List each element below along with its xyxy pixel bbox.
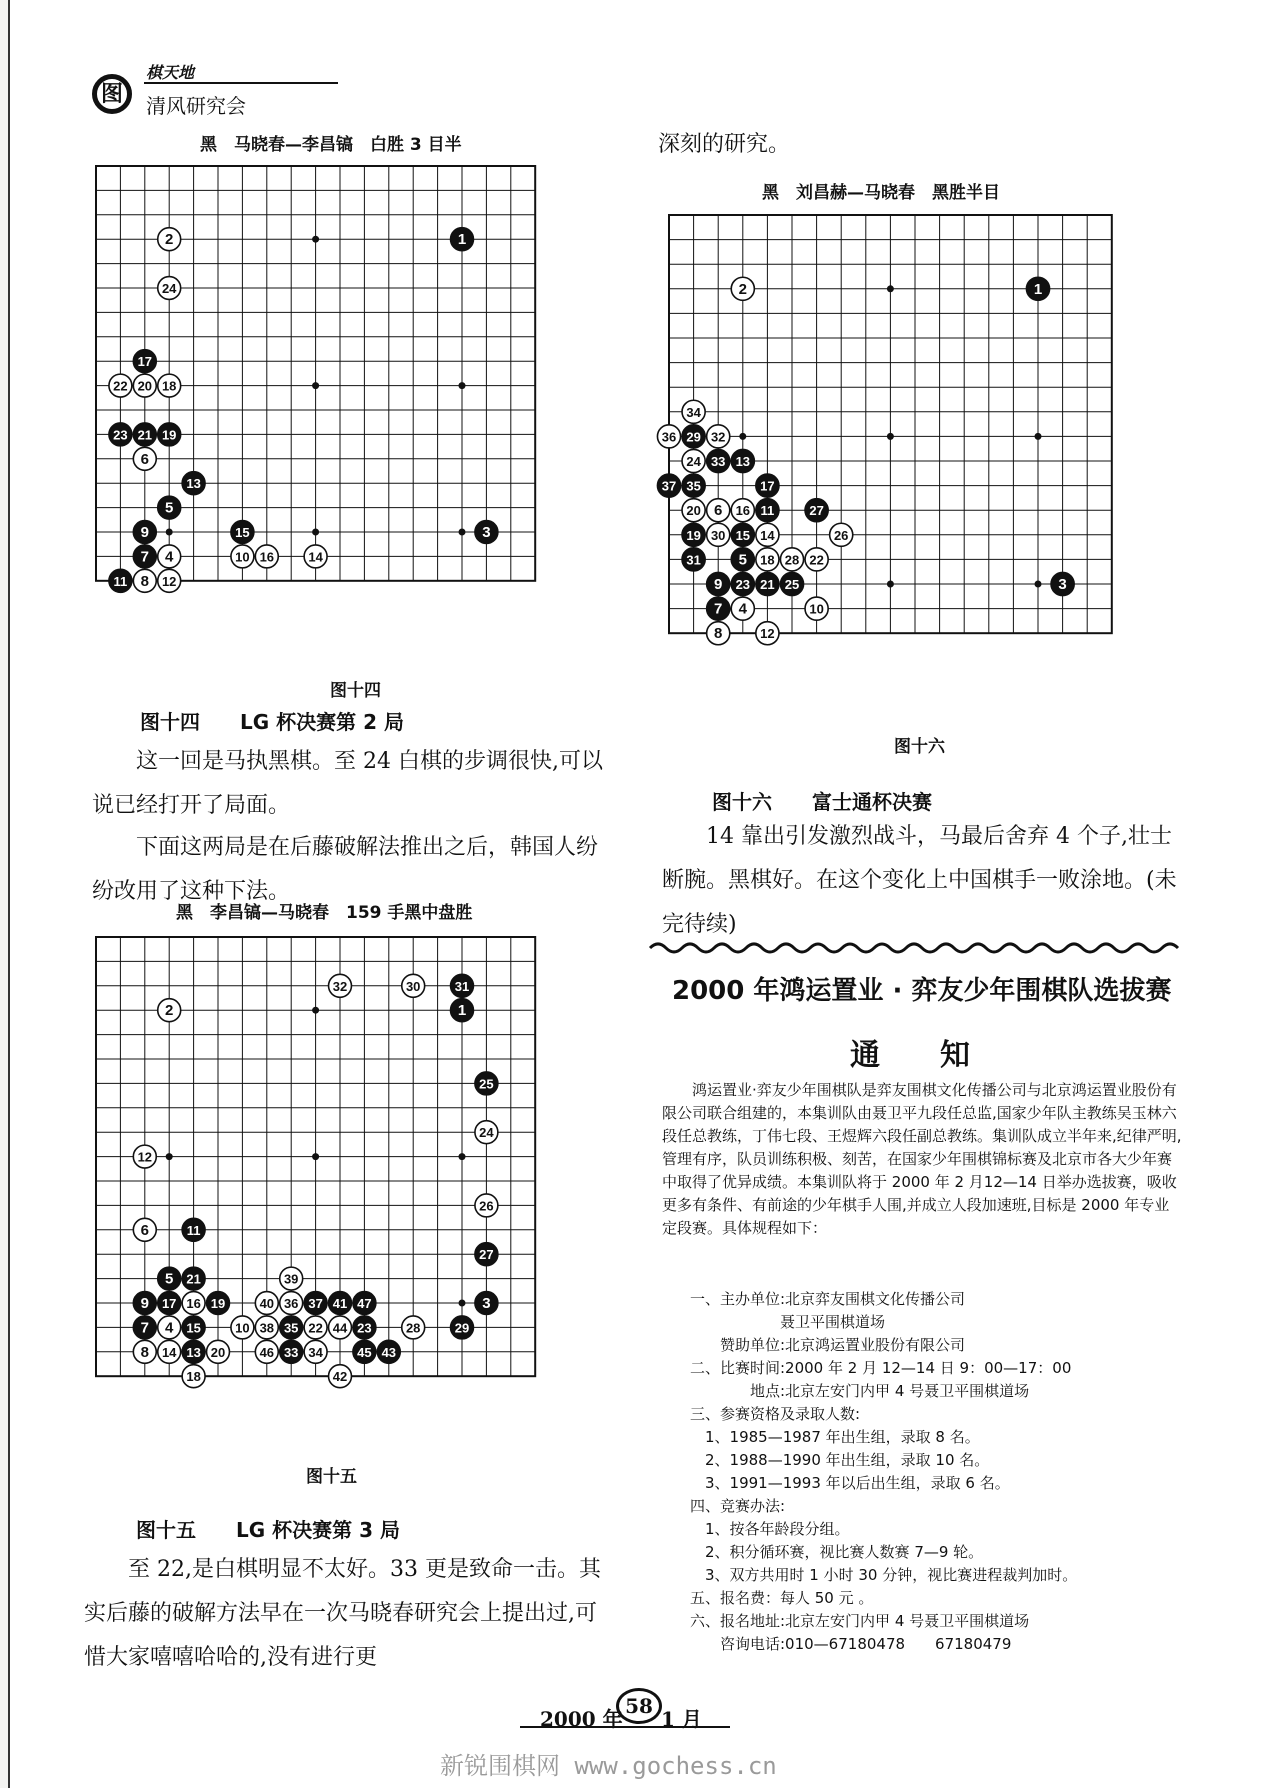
- black-stone: [158, 423, 181, 446]
- move-number: 2: [165, 1002, 174, 1020]
- white-stone: [475, 1194, 498, 1217]
- white-stone: [402, 1316, 425, 1339]
- star-point: [459, 1153, 466, 1160]
- move-number: 23: [357, 1320, 372, 1336]
- move-number: 7: [714, 600, 723, 618]
- black-stone: [133, 545, 156, 568]
- issue-month: 1 月: [661, 1707, 702, 1731]
- black-stone: [133, 423, 156, 446]
- white-stone: [756, 523, 779, 546]
- move-number: 10: [235, 549, 250, 565]
- star-point: [312, 382, 319, 389]
- move-number: 21: [186, 1271, 201, 1287]
- board-grid: [95, 936, 536, 1385]
- star-point: [312, 529, 319, 536]
- star-point: [887, 581, 894, 588]
- white-stone: [255, 545, 278, 568]
- white-stone: [182, 1292, 205, 1315]
- move-number: 33: [283, 1344, 299, 1360]
- move-number: 8: [140, 572, 149, 590]
- white-stone: [109, 374, 132, 397]
- white-stone: [805, 597, 828, 620]
- notice-line: 三、参赛资格及录取人数:: [690, 1405, 861, 1423]
- black-stone: [109, 569, 132, 592]
- star-point: [887, 433, 894, 440]
- white-stone: [731, 499, 754, 522]
- white-stone: [158, 374, 181, 397]
- black-stone: [682, 523, 705, 546]
- move-number: 3: [482, 524, 491, 541]
- black-stone: [158, 496, 181, 519]
- move-number: 11: [113, 573, 128, 589]
- white-stone: [707, 622, 730, 645]
- black-stone: [756, 474, 779, 497]
- move-number: 11: [760, 503, 775, 519]
- white-stone: [756, 548, 779, 571]
- game14-paragraph-2: 下面这两局是在后藤破解法推出之后，韩国人纷纷改用了这种下法。: [92, 835, 599, 904]
- move-number: 4: [738, 600, 747, 618]
- white-stone: [805, 548, 828, 571]
- black-stone: [475, 1292, 498, 1315]
- move-number: 29: [686, 429, 701, 445]
- notice-line: 聂卫平围棋道场: [690, 1313, 886, 1331]
- black-stone: [707, 449, 730, 472]
- site-watermark: 新锐围棋网 www.gochess.cn: [440, 1752, 777, 1780]
- move-number: 19: [210, 1296, 226, 1311]
- black-stone: [1051, 572, 1074, 595]
- black-stone: [182, 1218, 205, 1241]
- move-number: 23: [113, 427, 128, 443]
- move-number: 25: [784, 577, 800, 592]
- white-stone: [780, 548, 803, 571]
- white-stone: [255, 1292, 278, 1315]
- white-stone: [133, 1145, 156, 1168]
- white-stone: [830, 523, 853, 546]
- white-stone: [707, 499, 730, 522]
- move-number: 14: [760, 527, 775, 543]
- move-number: 12: [161, 573, 177, 589]
- move-number: 36: [661, 429, 677, 445]
- move-number: 4: [165, 1319, 174, 1337]
- black-stone: [475, 521, 498, 544]
- move-number: 36: [283, 1296, 299, 1311]
- move-number: 24: [161, 281, 177, 296]
- star-point: [739, 433, 746, 440]
- black-stone: [451, 999, 474, 1022]
- white-stone: [158, 277, 181, 300]
- black-stone: [377, 1340, 400, 1363]
- move-number: 3: [1058, 576, 1067, 593]
- move-number: 6: [140, 1221, 149, 1239]
- magazine-brand: 棋天地: [146, 63, 195, 82]
- move-number: 3: [482, 1295, 491, 1312]
- move-number: 18: [161, 378, 177, 394]
- move-number: 32: [710, 429, 726, 445]
- black-stone: [280, 1340, 303, 1363]
- white-stone: [682, 499, 705, 522]
- black-stone: [756, 499, 779, 522]
- notice-line: 地点:北京左安门内甲 4 号聂卫平围棋道场: [690, 1382, 1030, 1400]
- black-stone: [231, 521, 254, 544]
- move-number: 20: [210, 1344, 226, 1360]
- board-grid: [95, 165, 536, 590]
- move-number: 1: [1033, 280, 1043, 298]
- move-number: 12: [760, 626, 775, 642]
- game14-figure-label: 图十四: [330, 681, 381, 701]
- star-point: [1035, 581, 1042, 588]
- black-stone: [756, 572, 779, 595]
- move-number: 14: [308, 549, 323, 565]
- black-stone: [133, 1292, 156, 1315]
- header-rule: [144, 82, 338, 84]
- move-number: 16: [186, 1296, 201, 1311]
- move-number: 12: [137, 1149, 153, 1165]
- black-stone: [158, 1267, 181, 1290]
- white-stone: [304, 1316, 327, 1339]
- move-number: 18: [760, 552, 775, 568]
- footer-rule: [520, 1726, 730, 1728]
- issue-year: 2000 年: [540, 1707, 623, 1731]
- white-stone: [231, 1316, 254, 1339]
- black-stone: [731, 523, 754, 546]
- white-stone: [280, 1267, 303, 1290]
- white-stone: [657, 425, 680, 448]
- go-board-fig16: [661, 214, 1113, 643]
- white-stone: [158, 545, 181, 568]
- black-stone: [475, 1243, 498, 1266]
- white-stone: [158, 228, 181, 251]
- star-point: [459, 382, 466, 389]
- black-stone: [133, 1316, 156, 1339]
- move-number: 14: [161, 1344, 177, 1360]
- move-number: 6: [140, 450, 149, 468]
- black-stone: [780, 572, 803, 595]
- column-title: 清风研究会: [146, 94, 246, 118]
- notice-line: 一、主办单位:北京弈友围棋文化传播公司: [690, 1290, 966, 1308]
- star-point: [312, 1007, 319, 1014]
- white-stone: [304, 545, 327, 568]
- black-stone: [682, 474, 705, 497]
- star-point: [312, 1153, 319, 1160]
- white-stone: [402, 974, 425, 997]
- move-number: 28: [784, 552, 800, 568]
- move-number: 20: [137, 378, 153, 394]
- black-stone: [304, 1292, 327, 1315]
- white-stone: [304, 1340, 327, 1363]
- move-number: 13: [186, 1344, 201, 1360]
- game15-paragraph: 至 22,是白棋明显不太好。33 更是致命一击。其实后藤的破解方法早在一次马晓春研究会上提出过,可惜大家嘻嘻哈哈的,没有进行更: [84, 1557, 601, 1670]
- move-number: 25: [479, 1076, 494, 1092]
- black-stone: [475, 1072, 498, 1095]
- game16-figure-label: 图十六: [894, 737, 945, 757]
- continuation-text: 深刻的研究。: [658, 132, 791, 157]
- black-stone: [707, 597, 730, 620]
- game16-paragraph: 14 靠出引发激烈战斗，马最后舍弃 4 个子,壮士断腕。黑棋好。在这个变化上中国棋手一败涂地。(未完待续): [662, 824, 1177, 937]
- star-point: [166, 1153, 173, 1160]
- move-number: 24: [686, 454, 701, 469]
- move-number: 19: [686, 527, 701, 543]
- move-number: 7: [140, 548, 149, 566]
- black-stone: [451, 228, 474, 251]
- notice-line: 1、1985—1987 年出生组，录取 8 名。: [690, 1428, 980, 1446]
- white-stone: [158, 1340, 181, 1363]
- move-number: 13: [735, 454, 751, 469]
- star-point: [166, 529, 173, 536]
- move-number: 9: [140, 524, 149, 541]
- move-number: 34: [308, 1344, 323, 1360]
- move-number: 10: [809, 601, 824, 617]
- white-stone: [731, 277, 754, 300]
- white-stone: [756, 622, 779, 645]
- game15-caption: 黑 李昌镐—马晓春 159 手黑中盘胜: [176, 903, 473, 923]
- move-number: 2: [165, 231, 174, 249]
- move-number: 9: [714, 576, 723, 593]
- black-stone: [731, 548, 754, 571]
- page-number: 58: [616, 1688, 662, 1724]
- move-number: 9: [140, 1295, 149, 1312]
- move-number: 35: [283, 1320, 299, 1336]
- move-number: 21: [137, 427, 153, 443]
- move-number: 5: [738, 551, 747, 569]
- notice-rules: [690, 1288, 1190, 1656]
- black-stone: [158, 1292, 181, 1315]
- game14-paragraph-1: 这一回是马执黑棋。至 24 白棋的步调很快,可以说已经打开了局面。: [92, 749, 603, 818]
- go-board-fig15: [95, 936, 536, 1385]
- black-stone: [207, 1292, 230, 1315]
- white-stone: [280, 1292, 303, 1315]
- wave-divider: [650, 940, 1184, 956]
- go-board-fig14: [95, 165, 536, 590]
- star-point: [312, 236, 319, 243]
- notice-intro: 鸿运置业·弈友少年围棋队是弈友围棋文化传播公司与北京鸿运置业股份有限公司联合组建的，本集训队由聂卫平九段任总监,国家少年队主教练吴玉林六段任总教练，丁伟七段、王煜辉六段任副总教练。集训队成立半年来,纪律严明,管理有序，队员训练积极、刻苦，在国家少年围棋锦标赛及北京市各大少年赛中取得了优异成绩。本集训队将于 2000 年 2 月12—14 日举办选拔赛，吸收更多有条件、有前途的少年棋手人围,并成立人段加速班,目标是 2000 年专业定段赛。具体规程如下：: [662, 1081, 1182, 1237]
- move-number: 47: [357, 1296, 372, 1311]
- move-number: 41: [332, 1296, 348, 1311]
- notice-line: 1、按各年龄段分组。: [690, 1520, 850, 1538]
- move-number: 8: [714, 625, 723, 643]
- move-number: 5: [165, 499, 174, 517]
- black-stone: [133, 350, 156, 373]
- notice-line: 六、报名地址:北京左安门内甲 4 号聂卫平围棋道场: [690, 1612, 1030, 1630]
- move-number: 35: [686, 478, 701, 494]
- white-stone: [182, 1365, 205, 1388]
- move-number: 28: [405, 1320, 421, 1336]
- move-number: 27: [809, 503, 824, 519]
- move-number: 15: [735, 527, 751, 543]
- white-stone: [329, 1365, 352, 1388]
- move-number: 44: [332, 1320, 348, 1336]
- black-stone: [451, 1316, 474, 1339]
- white-stone: [731, 597, 754, 620]
- game15-figure-title: 图十五 LG 杯决赛第 3 局: [136, 1518, 400, 1542]
- white-stone: [133, 374, 156, 397]
- game14-figure-title: 图十四 LG 杯决赛第 2 局: [140, 710, 404, 734]
- white-stone: [255, 1316, 278, 1339]
- move-number: 22: [113, 378, 128, 394]
- white-stone: [707, 523, 730, 546]
- black-stone: [133, 521, 156, 544]
- move-number: 46: [259, 1344, 275, 1360]
- move-number: 1: [457, 231, 467, 249]
- move-number: 32: [332, 978, 348, 994]
- move-number: 30: [710, 527, 726, 543]
- white-stone: [158, 999, 181, 1022]
- black-stone: [182, 1340, 205, 1363]
- white-stone: [475, 1121, 498, 1144]
- move-number: 23: [735, 577, 751, 592]
- white-stone: [682, 400, 705, 423]
- black-stone: [731, 449, 754, 472]
- star-point: [887, 285, 894, 292]
- move-number: 45: [357, 1344, 372, 1360]
- notice-line: 2、1988—1990 年出生组，录取 10 名。: [690, 1451, 990, 1469]
- black-stone: [182, 1316, 205, 1339]
- black-stone: [1026, 277, 1049, 300]
- white-stone: [231, 545, 254, 568]
- game16-figure-title: 图十六 富士通杯决赛: [712, 790, 932, 814]
- black-stone: [805, 499, 828, 522]
- black-stone: [657, 474, 680, 497]
- move-number: 21: [760, 577, 775, 592]
- move-number: 13: [186, 476, 201, 492]
- notice-line: 2、积分循环赛，视比赛人数赛 7—9 轮。: [690, 1543, 984, 1561]
- white-stone: [133, 447, 156, 470]
- move-number: 39: [283, 1271, 299, 1287]
- white-stone: [133, 1340, 156, 1363]
- notice-line: 四、竞赛办法:: [690, 1497, 786, 1515]
- move-number: 18: [186, 1369, 201, 1385]
- black-stone: [280, 1316, 303, 1339]
- board-grid: [661, 214, 1113, 643]
- notice-line: 二、比赛时间:2000 年 2 月 12—14 日 9：00—17：00: [690, 1359, 1072, 1377]
- black-stone: [329, 1292, 352, 1315]
- black-stone: [682, 548, 705, 571]
- notice-line: 3、双方共用时 1 小时 30 分钟，视比赛进程裁判加时。: [690, 1566, 1078, 1584]
- star-point: [459, 529, 466, 536]
- move-number: 5: [165, 1270, 174, 1288]
- black-stone: [731, 572, 754, 595]
- move-number: 8: [140, 1343, 149, 1361]
- move-number: 17: [161, 1296, 177, 1311]
- black-stone: [451, 974, 474, 997]
- star-point: [459, 1300, 466, 1307]
- move-number: 6: [714, 502, 723, 520]
- move-number: 40: [259, 1296, 275, 1311]
- notice-line: 3、1991—1993 年以后出生组，录取 6 名。: [690, 1474, 1010, 1492]
- notice-title: 通 知: [850, 1038, 970, 1073]
- move-number: 37: [661, 478, 677, 494]
- notice-line: 赞助单位:北京鸿运置业股份有限公司: [690, 1336, 966, 1354]
- black-stone: [353, 1340, 376, 1363]
- game14-caption: 黑 马晓春—李昌镐 白胜 3 目半: [200, 135, 462, 155]
- white-stone: [207, 1340, 230, 1363]
- white-stone: [682, 449, 705, 472]
- move-number: 16: [735, 503, 751, 519]
- move-number: 42: [332, 1369, 348, 1385]
- move-number: 1: [457, 1002, 467, 1020]
- black-stone: [182, 1267, 205, 1290]
- white-stone: [158, 569, 181, 592]
- move-number: 34: [686, 404, 701, 420]
- move-number: 26: [833, 527, 849, 543]
- magazine-logo-icon: 图: [92, 74, 132, 114]
- black-stone: [353, 1292, 376, 1315]
- white-stone: [133, 1218, 156, 1241]
- move-number: 31: [454, 978, 470, 994]
- move-number: 15: [235, 525, 250, 540]
- black-stone: [182, 472, 205, 495]
- notice-headline: 2000 年鸿运置业 · 弈友少年围棋队选拔赛: [672, 976, 1172, 1006]
- game15-figure-label: 图十五: [306, 1467, 357, 1487]
- black-stone: [109, 423, 132, 446]
- move-number: 33: [710, 454, 726, 469]
- notice-line: 咨询电话:010—67180478 67180479: [690, 1635, 1012, 1653]
- move-number: 15: [186, 1320, 201, 1336]
- black-stone: [682, 425, 705, 448]
- move-number: 43: [381, 1344, 397, 1360]
- move-number: 31: [686, 552, 701, 568]
- white-stone: [329, 974, 352, 997]
- move-number: 17: [760, 478, 775, 494]
- move-number: 38: [259, 1320, 275, 1336]
- white-stone: [707, 425, 730, 448]
- move-number: 24: [479, 1125, 494, 1141]
- move-number: 10: [235, 1320, 250, 1336]
- move-number: 22: [809, 552, 824, 568]
- move-number: 17: [137, 354, 153, 370]
- white-stone: [158, 1316, 181, 1339]
- move-number: 7: [140, 1319, 149, 1337]
- white-stone: [133, 569, 156, 592]
- white-stone: [255, 1340, 278, 1363]
- black-stone: [353, 1316, 376, 1339]
- move-number: 27: [479, 1247, 494, 1263]
- move-number: 29: [454, 1320, 470, 1336]
- black-stone: [707, 572, 730, 595]
- move-number: 22: [308, 1320, 323, 1336]
- move-number: 11: [186, 1222, 201, 1238]
- white-stone: [329, 1316, 352, 1339]
- move-number: 30: [405, 978, 421, 994]
- move-number: 16: [259, 549, 275, 565]
- game16-caption: 黑 刘昌赫—马晓春 黑胜半目: [762, 183, 1000, 203]
- move-number: 26: [479, 1198, 494, 1214]
- move-number: 4: [165, 548, 174, 566]
- star-point: [1035, 433, 1042, 440]
- move-number: 37: [308, 1296, 323, 1311]
- notice-line: 五、报名费：每人 50 元 。: [690, 1589, 874, 1607]
- move-number: 2: [738, 280, 747, 298]
- move-number: 20: [686, 503, 701, 519]
- move-number: 19: [161, 427, 177, 443]
